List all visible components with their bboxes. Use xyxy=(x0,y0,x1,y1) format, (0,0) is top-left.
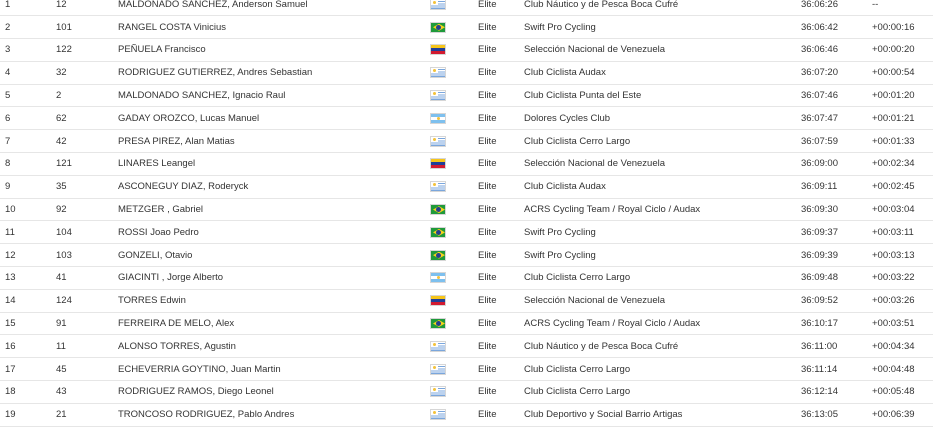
rider-name-cell: PEÑUELA Francisco xyxy=(118,44,206,56)
time-gap-cell: +00:03:11 xyxy=(872,226,914,238)
time-gap-cell: +00:00:20 xyxy=(872,44,915,56)
finish-time-cell: 36:07:20 xyxy=(801,67,838,79)
bib-number-cell: 101 xyxy=(56,21,72,33)
bib-number-cell: 43 xyxy=(56,386,67,398)
category-cell: Elite xyxy=(478,135,497,147)
result-row[interactable] xyxy=(0,289,933,312)
uruguay-flag-icon xyxy=(430,386,446,397)
team-cell: Swift Pro Cycling xyxy=(524,249,596,261)
category-cell: Elite xyxy=(478,386,497,398)
nationality-cell xyxy=(430,198,478,221)
category-cell: Elite xyxy=(478,181,497,193)
bib-number-cell: 32 xyxy=(56,67,67,79)
argentina-flag-icon xyxy=(430,272,446,283)
bib-number-cell: 12 xyxy=(56,0,67,10)
position-cell: 5 xyxy=(5,90,11,102)
uruguay-flag-icon xyxy=(430,136,446,147)
rider-name-cell: ROSSI Joao Pedro xyxy=(118,226,199,238)
finish-time-cell: 36:09:52 xyxy=(801,295,838,307)
position-cell: 4 xyxy=(5,67,11,79)
time-gap-cell: +00:03:26 xyxy=(872,295,915,307)
position-cell: 13 xyxy=(5,272,16,284)
bib-number-cell: 2 xyxy=(56,90,62,102)
bib-number-cell: 35 xyxy=(56,181,67,193)
category-cell: Elite xyxy=(478,409,497,421)
venezuela-flag-icon xyxy=(430,158,446,169)
venezuela-flag-icon xyxy=(430,44,446,55)
nationality-cell xyxy=(430,16,478,39)
result-row[interactable] xyxy=(0,130,933,153)
rider-name-cell: LINARES Leangel xyxy=(118,158,196,170)
result-row[interactable] xyxy=(0,84,933,107)
nationality-cell xyxy=(430,153,478,176)
position-cell: 6 xyxy=(5,112,11,124)
time-gap-cell: +00:04:48 xyxy=(872,363,915,375)
time-gap-cell: +00:03:22 xyxy=(872,272,915,284)
category-cell: Elite xyxy=(478,158,497,170)
finish-time-cell: 36:09:11 xyxy=(801,181,838,193)
team-cell: Selección Nacional de Venezuela xyxy=(524,44,666,56)
rider-name-cell: RODRIGUEZ GUTIERREZ, Andres Sebastian xyxy=(118,67,313,79)
uruguay-flag-icon xyxy=(430,341,446,352)
finish-time-cell: 36:06:42 xyxy=(801,21,838,33)
time-gap-cell: +00:01:20 xyxy=(872,90,915,102)
category-cell: Elite xyxy=(478,21,497,33)
nationality-cell xyxy=(430,358,478,381)
finish-time-cell: 36:09:00 xyxy=(801,158,838,170)
nationality-cell xyxy=(430,0,478,16)
brazil-flag-icon xyxy=(430,227,446,238)
finish-time-cell: 36:09:48 xyxy=(801,272,838,284)
venezuela-flag-icon xyxy=(430,295,446,306)
time-gap-cell: +00:01:21 xyxy=(872,112,915,124)
time-gap-cell: +00:03:04 xyxy=(872,204,915,216)
category-cell: Elite xyxy=(478,249,497,261)
bib-number-cell: 92 xyxy=(56,204,67,216)
team-cell: Club Deportivo y Social Barrio Artigas xyxy=(524,409,683,421)
rider-name-cell: ECHEVERRIA GOYTINO, Juan Martin xyxy=(118,363,281,375)
bib-number-cell: 42 xyxy=(56,135,67,147)
time-gap-cell: +00:05:48 xyxy=(872,386,915,398)
finish-time-cell: 36:07:59 xyxy=(801,135,838,147)
rider-name-cell: METZGER , Gabriel xyxy=(118,204,203,216)
uruguay-flag-icon xyxy=(430,181,446,192)
uruguay-flag-icon xyxy=(430,0,446,10)
bib-number-cell: 103 xyxy=(56,249,72,261)
time-gap-cell: +00:01:33 xyxy=(872,135,915,147)
bib-number-cell: 104 xyxy=(56,226,72,238)
category-cell: Elite xyxy=(478,226,497,238)
result-row[interactable] xyxy=(0,107,933,130)
finish-time-cell: 36:11:00 xyxy=(801,340,838,352)
rider-name-cell: RODRIGUEZ RAMOS, Diego Leonel xyxy=(118,386,274,398)
uruguay-flag-icon xyxy=(430,364,446,375)
category-cell: Elite xyxy=(478,272,497,284)
position-cell: 9 xyxy=(5,181,11,193)
rider-name-cell: MALDONADO SANCHEZ, Ignacio Raul xyxy=(118,90,286,102)
team-cell: Swift Pro Cycling xyxy=(524,21,596,33)
brazil-flag-icon xyxy=(430,22,446,33)
bib-number-cell: 62 xyxy=(56,112,67,124)
nationality-cell xyxy=(430,267,478,290)
category-cell: Elite xyxy=(478,67,497,79)
position-cell: 17 xyxy=(5,363,16,375)
time-gap-cell: +00:06:39 xyxy=(872,409,915,421)
nationality-cell xyxy=(430,335,478,358)
nationality-cell xyxy=(430,403,478,426)
finish-time-cell: 36:09:37 xyxy=(801,226,838,238)
uruguay-flag-icon xyxy=(430,90,446,101)
finish-time-cell: 36:07:47 xyxy=(801,112,838,124)
bib-number-cell: 124 xyxy=(56,295,72,307)
position-cell: 11 xyxy=(5,226,15,238)
time-gap-cell: +00:03:13 xyxy=(872,249,915,261)
category-cell: Elite xyxy=(478,204,497,216)
position-cell: 1 xyxy=(5,0,11,10)
result-row[interactable] xyxy=(0,198,933,221)
category-cell: Elite xyxy=(478,318,497,330)
team-cell: Club Ciclista Audax xyxy=(524,67,606,79)
bib-number-cell: 21 xyxy=(56,409,67,421)
rider-name-cell: PRESA PIREZ, Alan Matias xyxy=(118,135,235,147)
result-row[interactable] xyxy=(0,0,933,16)
time-gap-cell: +00:04:34 xyxy=(872,340,915,352)
category-cell: Elite xyxy=(478,44,497,56)
nationality-cell xyxy=(430,39,478,62)
result-row[interactable] xyxy=(0,61,933,84)
team-cell: Club Ciclista Cerro Largo xyxy=(524,135,631,147)
category-cell: Elite xyxy=(478,90,497,102)
finish-time-cell: 36:11:14 xyxy=(801,363,838,375)
team-cell: ACRS Cycling Team / Royal Ciclo / Audax xyxy=(524,318,701,330)
result-row[interactable] xyxy=(0,381,933,404)
bib-number-cell: 122 xyxy=(56,44,72,56)
finish-time-cell: 36:12:14 xyxy=(801,386,838,398)
bib-number-cell: 11 xyxy=(56,340,66,352)
team-cell: Swift Pro Cycling xyxy=(524,226,596,238)
brazil-flag-icon xyxy=(430,250,446,261)
rider-name-cell: RANGEL COSTA Vinicius xyxy=(118,21,227,33)
position-cell: 2 xyxy=(5,21,11,33)
nationality-cell xyxy=(430,61,478,84)
finish-time-cell: 36:13:05 xyxy=(801,409,838,421)
bib-number-cell: 91 xyxy=(56,318,67,330)
nationality-cell xyxy=(430,221,478,244)
uruguay-flag-icon xyxy=(430,67,446,78)
rider-name-cell: GIACINTI , Jorge Alberto xyxy=(118,272,224,284)
result-row[interactable] xyxy=(0,403,933,426)
category-cell: Elite xyxy=(478,0,497,10)
finish-time-cell: 36:09:30 xyxy=(801,204,838,216)
team-cell: Club Ciclista Cerro Largo xyxy=(524,363,631,375)
position-cell: 8 xyxy=(5,158,11,170)
nationality-cell xyxy=(430,84,478,107)
team-cell: Selección Nacional de Venezuela xyxy=(524,295,666,307)
team-cell: Club Ciclista Cerro Largo xyxy=(524,272,631,284)
result-row[interactable] xyxy=(0,153,933,176)
time-gap-cell: +00:00:16 xyxy=(872,21,915,33)
rider-name-cell: GONZELI, Otavio xyxy=(118,249,193,261)
position-cell: 12 xyxy=(5,249,16,261)
uruguay-flag-icon xyxy=(430,409,446,420)
nationality-cell xyxy=(430,107,478,130)
category-cell: Elite xyxy=(478,112,497,124)
time-gap-cell: +00:03:51 xyxy=(872,318,915,330)
team-cell: Selección Nacional de Venezuela xyxy=(524,158,666,170)
result-row[interactable] xyxy=(0,267,933,290)
result-row[interactable] xyxy=(0,335,933,358)
result-row[interactable] xyxy=(0,175,933,198)
result-row[interactable] xyxy=(0,221,933,244)
team-cell: Dolores Cycles Club xyxy=(524,112,611,124)
position-cell: 15 xyxy=(5,318,16,330)
rider-name-cell: GADAY OROZCO, Lucas Manuel xyxy=(118,112,260,124)
argentina-flag-icon xyxy=(430,113,446,124)
finish-time-cell: 36:10:17 xyxy=(801,318,838,330)
result-row[interactable] xyxy=(0,244,933,267)
team-cell: Club Ciclista Punta del Este xyxy=(524,90,642,102)
rider-name-cell: TORRES Edwin xyxy=(118,295,186,307)
finish-time-cell: 36:07:46 xyxy=(801,90,838,102)
position-cell: 14 xyxy=(5,295,16,307)
result-row[interactable] xyxy=(0,358,933,381)
category-cell: Elite xyxy=(478,340,497,352)
time-gap-cell: +00:02:45 xyxy=(872,181,915,193)
rider-name-cell: MALDONADO SANCHEZ, Anderson Samuel xyxy=(118,0,308,10)
brazil-flag-icon xyxy=(430,318,446,329)
time-gap-cell: -- xyxy=(872,0,879,10)
team-cell: Club Náutico y de Pesca Boca Cufré xyxy=(524,340,679,352)
finish-time-cell: 36:09:39 xyxy=(801,249,838,261)
result-row[interactable] xyxy=(0,39,933,62)
category-cell: Elite xyxy=(478,295,497,307)
position-cell: 3 xyxy=(5,44,11,56)
position-cell: 7 xyxy=(5,135,11,147)
rider-name-cell: ASCONEGUY DIAZ, Roderyck xyxy=(118,181,249,193)
rider-name-cell: TRONCOSO RODRIGUEZ, Pablo Andres xyxy=(118,409,295,421)
bib-number-cell: 121 xyxy=(56,158,72,170)
team-cell: Club Ciclista Audax xyxy=(524,181,606,193)
category-cell: Elite xyxy=(478,363,497,375)
nationality-cell xyxy=(430,244,478,267)
time-gap-cell: +00:00:54 xyxy=(872,67,915,79)
position-cell: 18 xyxy=(5,386,16,398)
team-cell: Club Náutico y de Pesca Boca Cufré xyxy=(524,0,679,10)
bib-number-cell: 41 xyxy=(56,272,67,284)
result-row[interactable] xyxy=(0,16,933,39)
nationality-cell xyxy=(430,175,478,198)
bib-number-cell: 45 xyxy=(56,363,67,375)
position-cell: 10 xyxy=(5,204,16,216)
rider-name-cell: ALONSO TORRES, Agustin xyxy=(118,340,236,352)
team-cell: ACRS Cycling Team / Royal Ciclo / Audax xyxy=(524,204,701,216)
finish-time-cell: 36:06:46 xyxy=(801,44,838,56)
nationality-cell xyxy=(430,312,478,335)
time-gap-cell: +00:02:34 xyxy=(872,158,915,170)
team-cell: Club Ciclista Cerro Largo xyxy=(524,386,631,398)
position-cell: 19 xyxy=(5,409,16,421)
nationality-cell xyxy=(430,381,478,404)
result-row[interactable] xyxy=(0,312,933,335)
brazil-flag-icon xyxy=(430,204,446,215)
nationality-cell xyxy=(430,130,478,153)
finish-time-cell: 36:06:26 xyxy=(801,0,838,10)
nationality-cell xyxy=(430,289,478,312)
rider-name-cell: FERREIRA DE MELO, Alex xyxy=(118,318,235,330)
position-cell: 16 xyxy=(5,340,16,352)
